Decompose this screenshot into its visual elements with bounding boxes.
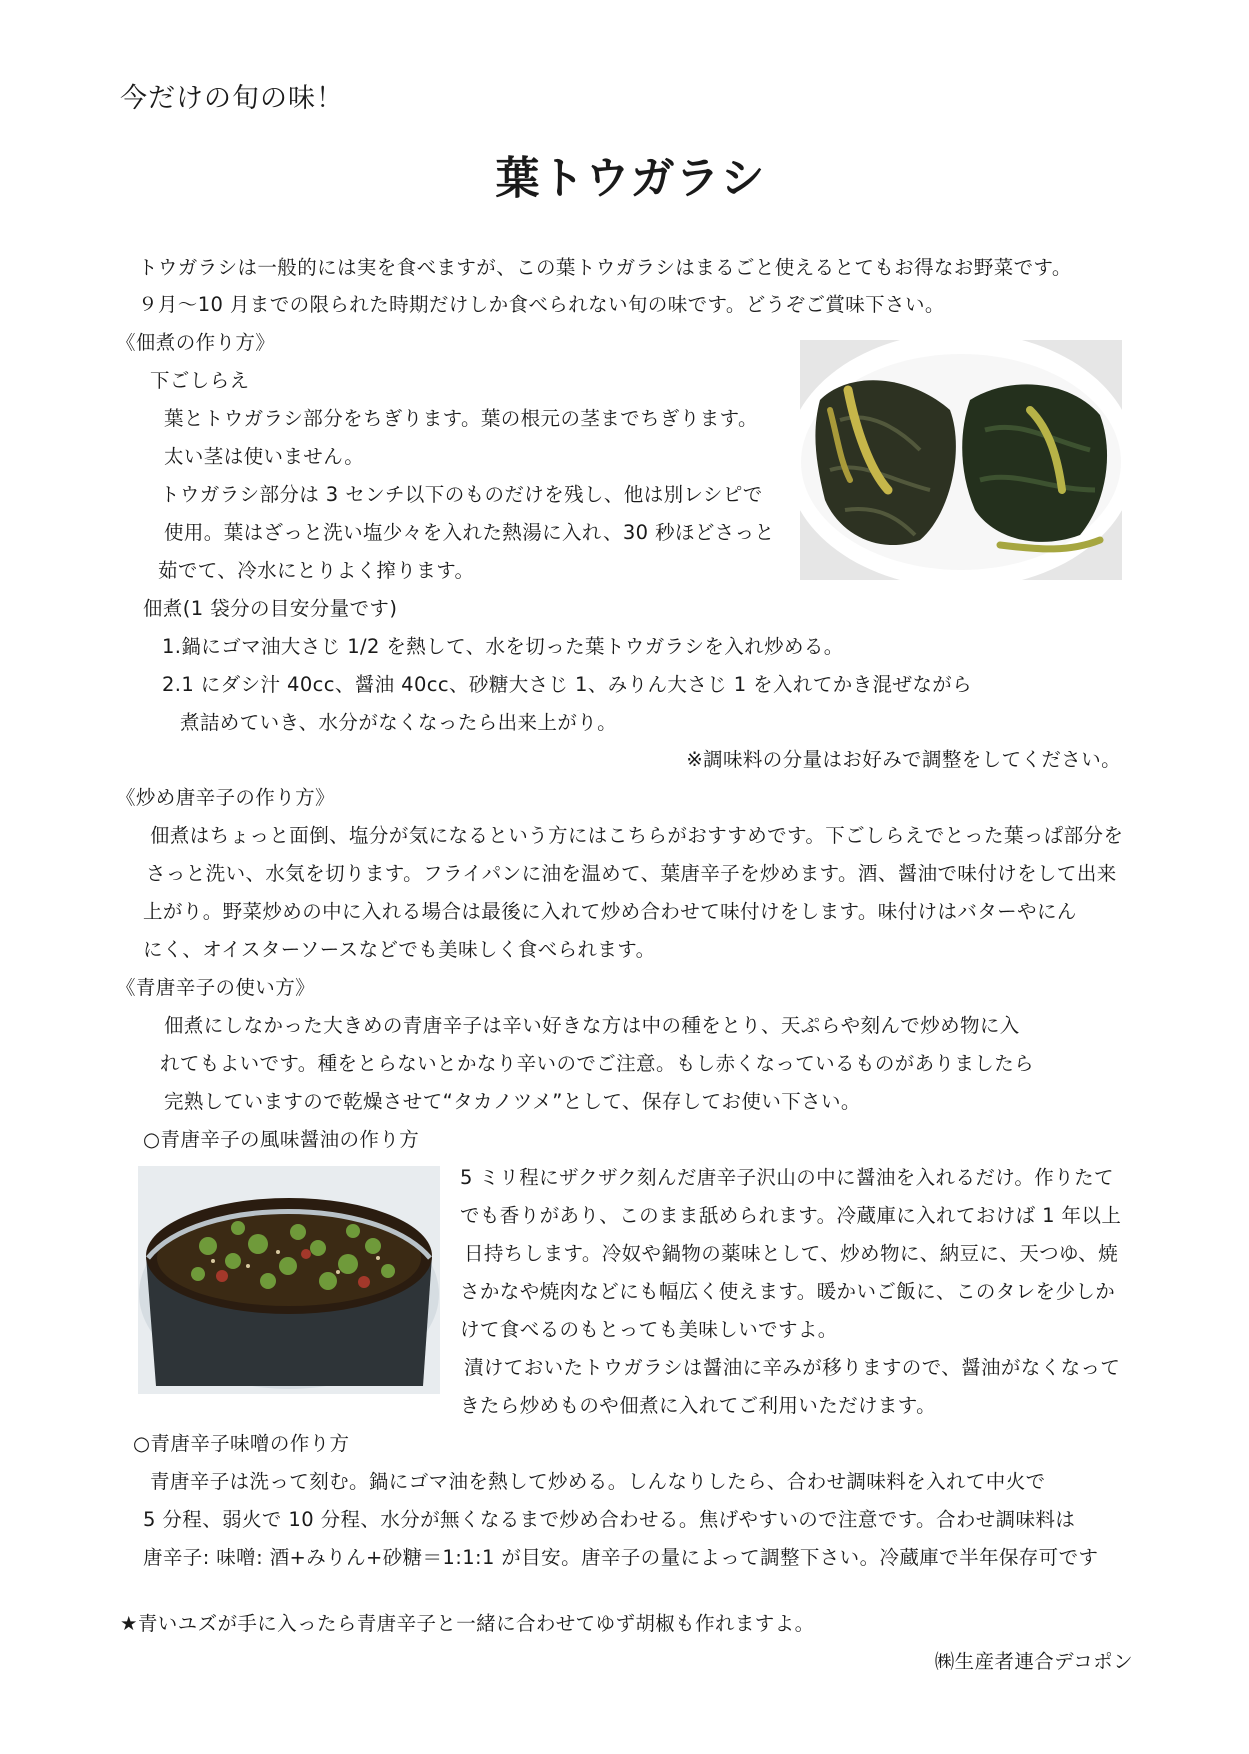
prep-line: トウガラシ部分は 3 センチ以下のものだけを残し、他は別レシピで: [160, 483, 763, 506]
miso-line: 青唐辛子は洗って刻む。鍋にゴマ油を熱して炒める。しんなりしたら、合わせ調味料を入れて中火で: [150, 1470, 1046, 1493]
shoyu-line: さかなや焼肉などにも幅広く使えます。暖かいご飯に、このタレを少しか: [460, 1280, 1116, 1303]
prep-line: 使用。葉はざっと洗い塩少々を入れた熱湯に入れ、30 秒ほどさっと: [164, 521, 775, 544]
page-title: 葉トウガラシ: [495, 153, 766, 204]
section-heading-itame: 《炒め唐辛子の作り方》: [116, 786, 335, 809]
pepper-soy-sauce-photo: [138, 1166, 440, 1394]
recipe-heading: 佃煮(1 袋分の目安分量です): [143, 597, 398, 620]
leaf-pepper-photo: [800, 340, 1122, 580]
miso-line: 5 分程、弱火で 10 分程、水分が無くなるまで炒め合わせる。焦げやすいので注意です。合わせ調味料は: [143, 1508, 1076, 1531]
itame-line: 上がり。野菜炒めの中に入れる場合は最後に入れて炒め合わせて味付けをします。味付けはバターやにん: [143, 900, 1077, 923]
yuzu-tip: ★青いユズが手に入ったら青唐辛子と一緒に合わせてゆず胡椒も作れますよ。: [120, 1612, 815, 1635]
recipe-step: 2.1 にダシ汁 40cc、醤油 40cc、砂糖大さじ 1、みりん大さじ 1 を入れてかき混ぜながら: [162, 673, 973, 696]
kicker-text: 今だけの旬の味！: [120, 83, 344, 114]
shoyu-line: 日持ちします。冷奴や鍋物の薬味として、炒め物に、納豆に、天つゆ、焼: [464, 1242, 1118, 1265]
miso-heading: ○青唐辛子味噌の作り方: [133, 1432, 350, 1455]
section-heading-tsukudani: 《佃煮の作り方》: [116, 331, 276, 354]
aotougarashi-line: れてもよいです。種をとらないとかなり辛いのでご注意。もし赤くなっているものがありましたら: [160, 1052, 1035, 1075]
prep-heading: 下ごしらえ: [150, 369, 250, 392]
seasoning-note: ※調味料の分量はお好みで調整をしてください。: [686, 748, 1121, 771]
miso-line: 唐辛子: 味噌: 酒+みりん+砂糖＝1:1:1 が目安。唐辛子の量によって調整下さい。冷蔵庫で半年保存可です: [143, 1546, 1099, 1569]
intro-line: トウガラシは一般的には実を食べますが、この葉トウガラシはまるごと使えるとてもお得なお野菜です。: [138, 256, 1072, 279]
shoyu-heading: ○青唐辛子の風味醤油の作り方: [143, 1128, 420, 1151]
aotougarashi-line: 佃煮にしなかった大きめの青唐辛子は辛い好きな方は中の種をとり、天ぷらや刻んで炒め物に入: [164, 1014, 1020, 1037]
prep-line: 葉とトウガラシ部分をちぎります。葉の根元の茎までちぎります。: [164, 407, 758, 430]
shoyu-line: きたら炒めものや佃煮に入れてご利用いただけます。: [460, 1394, 937, 1417]
itame-line: 佃煮はちょっと面倒、塩分が気になるという方にはこちらがおすすめです。下ごしらえでとった葉っぱ部分を: [150, 824, 1124, 847]
itame-line: さっと洗い、水気を切ります。フライパンに油を温めて、葉唐辛子を炒めます。酒、醤油で味付けをして出来: [146, 862, 1117, 885]
publisher-name: ㈱生産者連合デコポン: [934, 1650, 1133, 1673]
prep-line: 太い茎は使いません。: [164, 445, 365, 468]
shoyu-line: でも香りがあり、このまま舐められます。冷蔵庫に入れておけば 1 年以上: [460, 1204, 1122, 1227]
recipe-step: 1.鍋にゴマ油大さじ 1/2 を熱して、水を切った葉トウガラシを入れ炒める。: [162, 635, 844, 658]
aotougarashi-line: 完熟していますので乾燥させて“タカノツメ”として、保存してお使い下さい。: [164, 1090, 861, 1113]
shoyu-line: けて食べるのもとっても美味しいですよ。: [460, 1318, 838, 1341]
itame-line: にく、オイスターソースなどでも美味しく食べられます。: [143, 938, 656, 961]
prep-line: 茹でて、冷水にとりよく搾ります。: [158, 559, 475, 582]
shoyu-line: 漬けておいたトウガラシは醤油に辛みが移りますので、醤油がなくなって: [464, 1356, 1121, 1379]
intro-line: ９月〜10 月までの限られた時期だけしか食べられない旬の味です。どうぞご賞味下さい。: [138, 293, 945, 316]
recipe-step: 煮詰めていき、水分がなくなったら出来上がり。: [180, 711, 618, 734]
shoyu-line: 5 ミリ程にザクザク刻んだ唐辛子沢山の中に醤油を入れるだけ。作りたて: [460, 1166, 1114, 1189]
section-heading-aotougarashi: 《青唐辛子の使い方》: [116, 976, 316, 999]
